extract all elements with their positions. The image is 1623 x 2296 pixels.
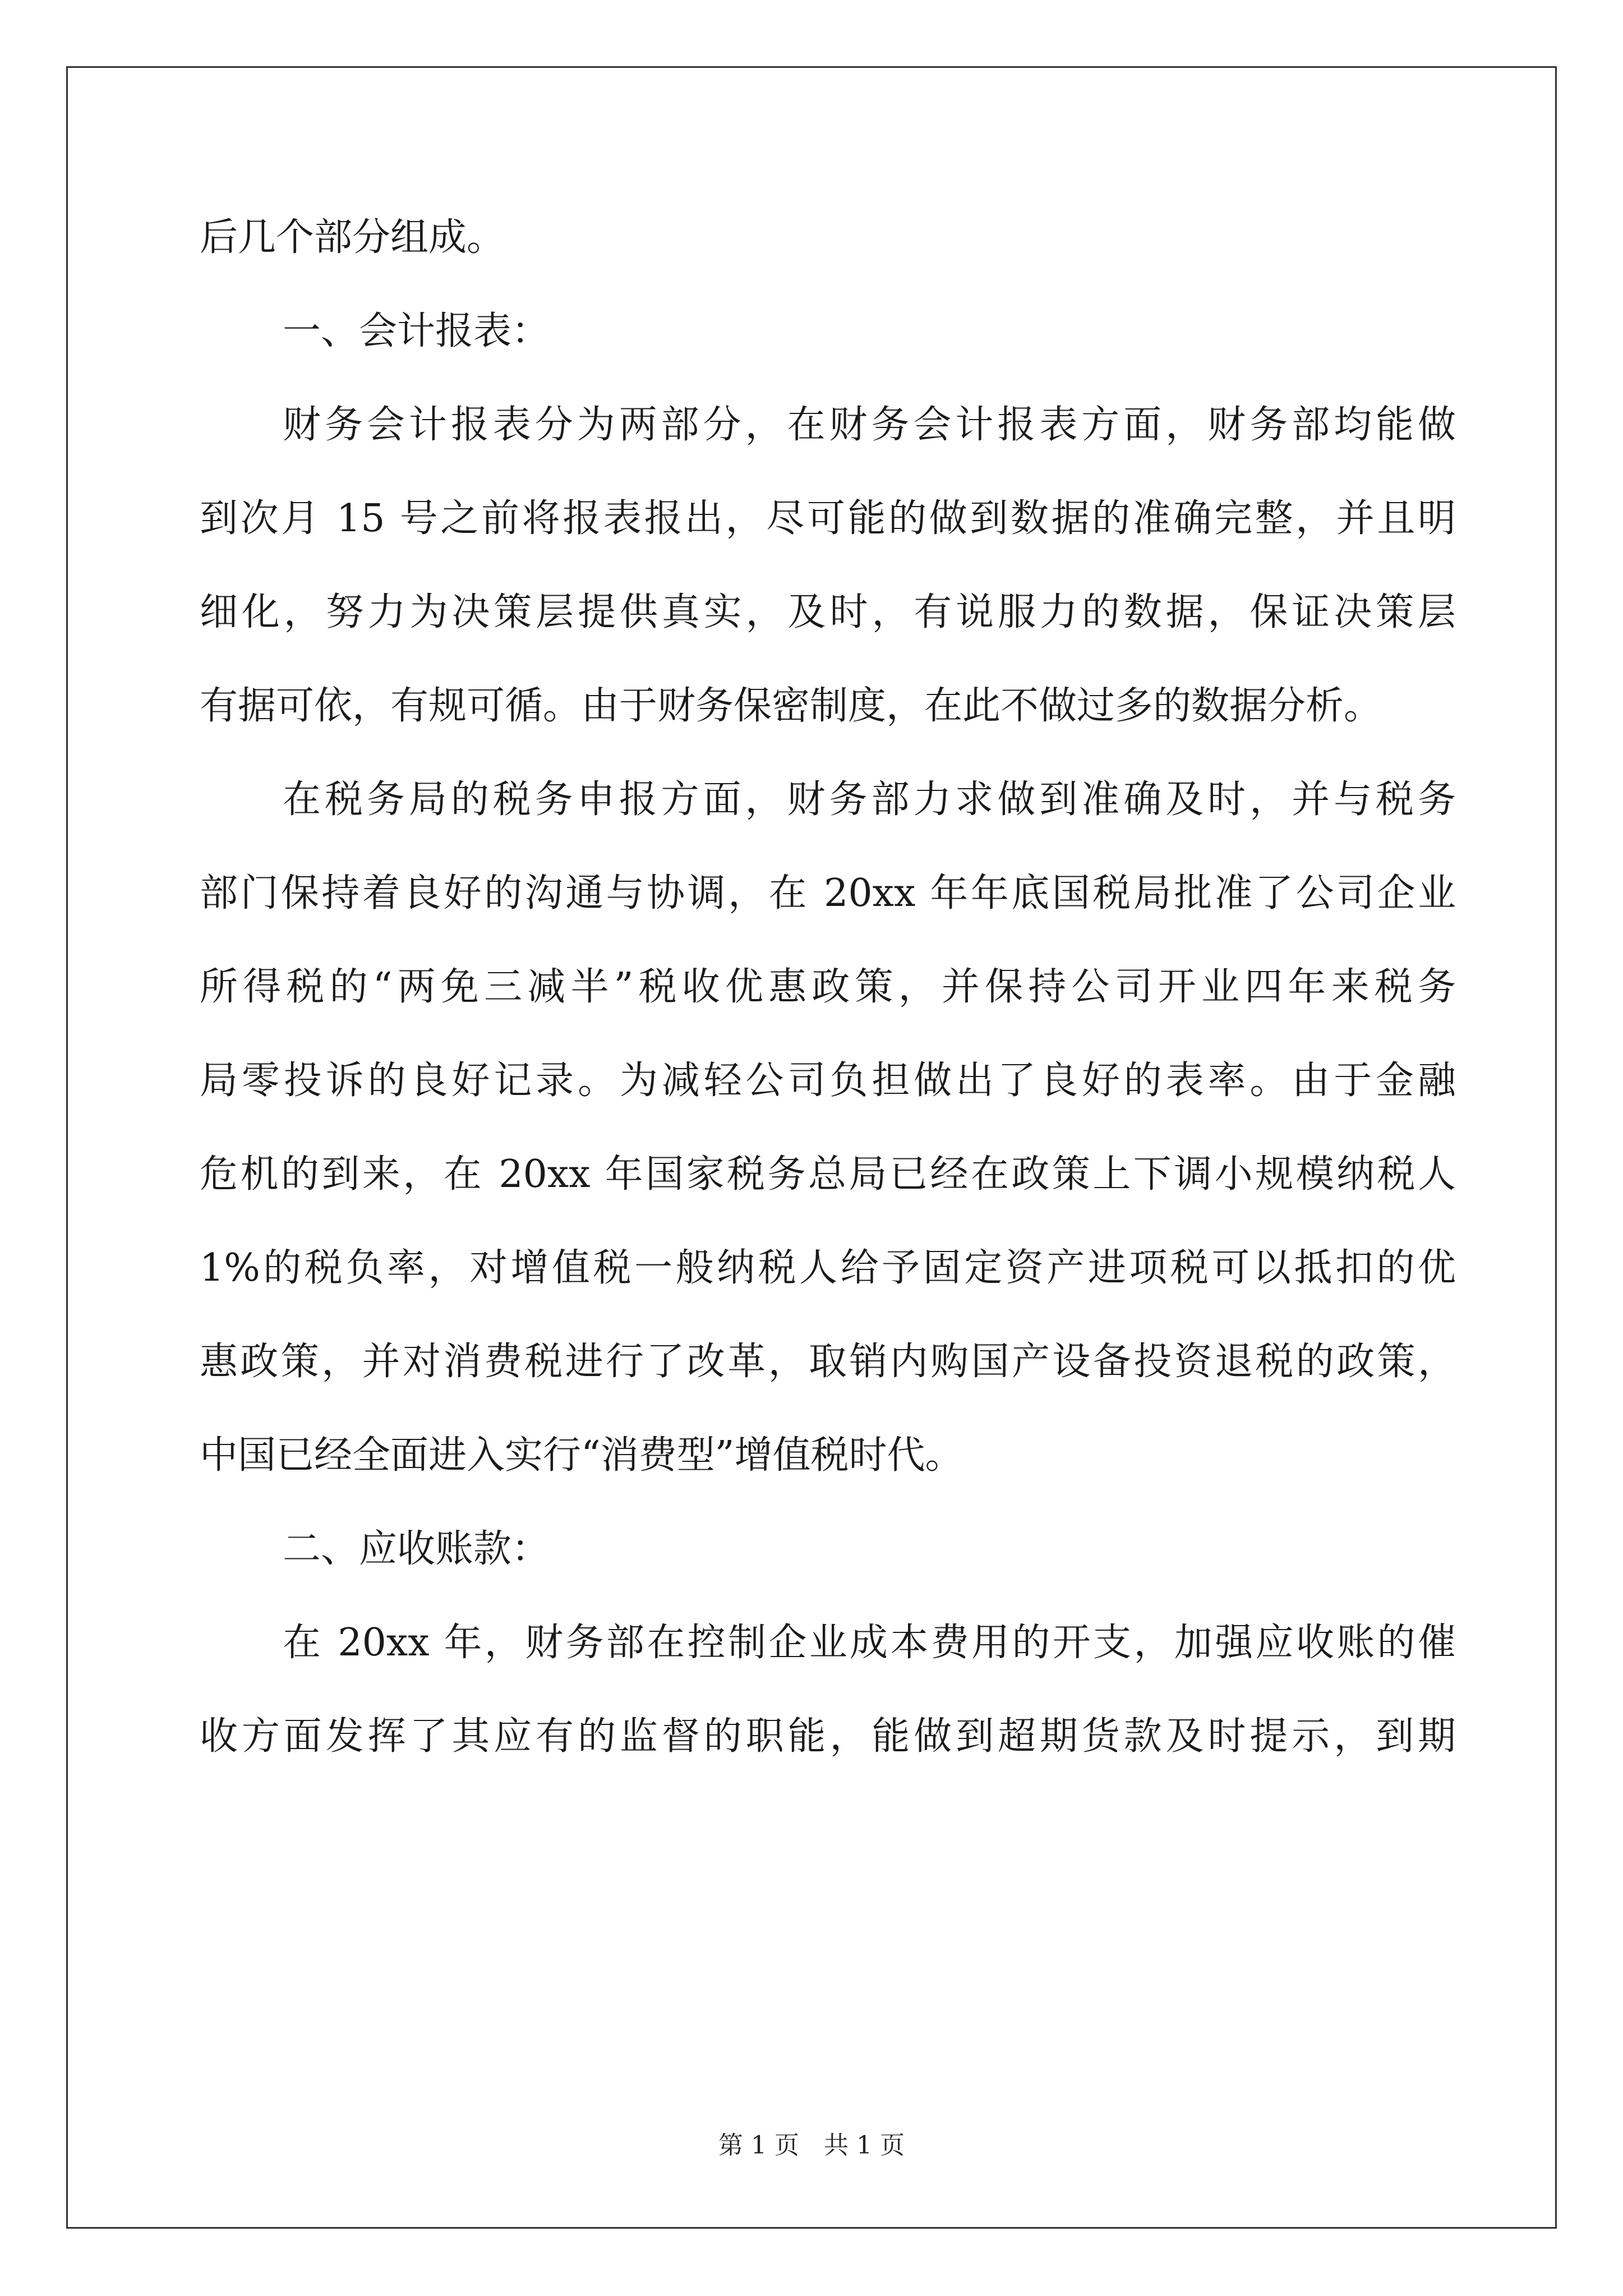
text-line: 所得税的“两免三减半”税收优惠政策，并保持公司开业四年来税务: [200, 965, 1456, 1009]
text-line: 到次月 15 号之前将报表报出，尽可能的做到数据的准确完整，并且明: [200, 496, 1456, 541]
text-line: 细化，努力为决策层提供真实，及时，有说服力的数据，保证决策层: [200, 590, 1456, 634]
text-line: 财务会计报表分为两部分，在财务会计报表方面，财务部均能做: [283, 403, 1456, 447]
text-line: 局零投诉的良好记录。为减轻公司负担做出了良好的表率。由于金融: [200, 1059, 1456, 1103]
text-line: 有据可依，有规可循。由于财务保密制度，在此不做过多的数据分析。: [200, 684, 1382, 728]
text-line: 在税务局的税务申报方面，财务部力求做到准确及时，并与税务: [283, 777, 1456, 822]
text-line: 一、会计报表：: [283, 309, 550, 353]
text-line: 中国已经全面进入实行“消费型”增值税时代。: [200, 1433, 963, 1478]
text-line: 收方面发挥了其应有的监督的职能，能做到超期货款及时提示，到期: [200, 1714, 1456, 1759]
text-line: 后几个部分组成。: [200, 215, 505, 260]
text-line: 在 20xx 年，财务部在控制企业成本费用的开支，加强应收账的催: [283, 1621, 1456, 1665]
text-line: 1%的税负率，对增值税一般纳税人给予固定资产进项税可以抵扣的优: [200, 1246, 1456, 1290]
text-line: 二、应收账款：: [283, 1527, 550, 1571]
text-line: 惠政策，并对消费税进行了改革，取销内购国产设备投资退税的政策，: [200, 1340, 1456, 1384]
text-line: 部门保持着良好的沟通与协调，在 20xx 年年底国税局批准了公司企业: [200, 871, 1456, 915]
page-footer: 第 1 页 共 1 页: [718, 2131, 905, 2160]
document-body: [200, 191, 1456, 1783]
text-line: 危机的到来，在 20xx 年国家税务总局已经在政策上下调小规模纳税人: [200, 1152, 1456, 1197]
